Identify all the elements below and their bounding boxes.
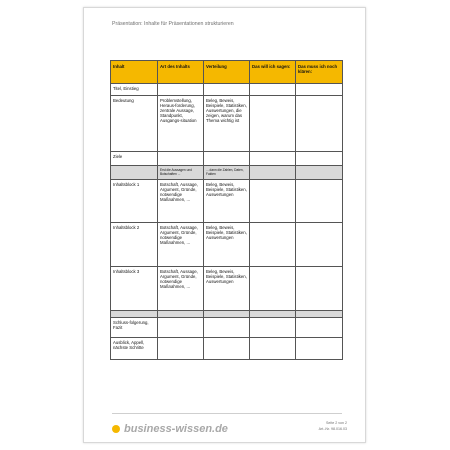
row-verteilung: Beleg, Beweis, Beispiele, Statistiken, Auswertungen xyxy=(204,180,250,223)
table-row xyxy=(111,338,343,360)
row-sagen xyxy=(250,84,296,96)
row-art: Botschaft, Aussage, Argument, Gründe, notwendige Maßnahmen, ... xyxy=(158,180,204,223)
row-label: Ziele xyxy=(111,152,158,166)
row-klaeren xyxy=(296,318,343,338)
row-art xyxy=(158,338,204,360)
row-label: Inhaltsblock 3 xyxy=(111,267,158,311)
table-row xyxy=(111,152,343,166)
row-verteilung: Beleg, Beweis, Beispiele, Statistiken, Auswertungen, die zeigen, warum das Thema wichtig ist xyxy=(204,96,250,152)
row-sagen xyxy=(250,318,296,338)
row-sagen xyxy=(250,223,296,267)
row-art: Botschaft, Aussage, Argument, Gründe, notwendige Maßnahmen, ... xyxy=(158,267,204,311)
row-art xyxy=(158,84,204,96)
row-klaeren xyxy=(296,311,343,318)
row-art xyxy=(158,318,204,338)
article-number: Art.-Nr. 98.016.03 xyxy=(318,427,347,431)
content-structure-table xyxy=(110,60,343,360)
row-klaeren xyxy=(296,166,343,180)
row-sagen xyxy=(250,96,296,152)
document-title: Präsentation: Inhalte für Präsentationen strukturieren xyxy=(112,21,234,27)
row-verteilung xyxy=(204,311,250,318)
row-verteilung: ... dann die Zahlen, Daten, Fakten xyxy=(204,166,250,180)
row-klaeren xyxy=(296,338,343,360)
row-verteilung xyxy=(204,318,250,338)
row-art xyxy=(158,152,204,166)
row-klaeren xyxy=(296,152,343,166)
header-sagen: Das will ich sagen: xyxy=(250,61,296,84)
row-sagen xyxy=(250,267,296,311)
row-sagen xyxy=(250,338,296,360)
row-label: Bedeutung xyxy=(111,96,158,152)
table-row xyxy=(111,84,343,96)
row-verteilung xyxy=(204,338,250,360)
table-row xyxy=(111,318,343,338)
header-verteilung: Verteilung xyxy=(204,61,250,84)
row-art: Problemstellung, Heraus-forderung, zentrale Aussage, Standpunkt, Ausgangs-situation xyxy=(158,96,204,152)
row-label xyxy=(111,166,158,180)
table-row-separator xyxy=(111,311,343,318)
row-art: Erst die Aussagen und Botschaften ... xyxy=(158,166,204,180)
row-verteilung xyxy=(204,152,250,166)
row-sagen xyxy=(250,311,296,318)
table-row xyxy=(111,223,343,267)
header-klaeren: Das muss ich noch klären: xyxy=(296,61,343,84)
row-klaeren xyxy=(296,96,343,152)
row-label xyxy=(111,311,158,318)
row-art: Botschaft, Aussage, Argument, Gründe, notwendige Maßnahmen, ... xyxy=(158,223,204,267)
table-row xyxy=(111,96,343,152)
row-label: Inhaltsblock 2 xyxy=(111,223,158,267)
logo-dot-icon xyxy=(112,425,120,433)
row-klaeren xyxy=(296,223,343,267)
page-number: Seite 2 von 2 xyxy=(326,421,347,425)
row-label: Ausblick, Appell, nächste Schritte xyxy=(111,338,158,360)
row-klaeren xyxy=(296,180,343,223)
row-sagen xyxy=(250,152,296,166)
table-header-row xyxy=(111,61,343,84)
header-art: Art des Inhalts xyxy=(158,61,204,84)
row-art xyxy=(158,311,204,318)
row-sagen xyxy=(250,166,296,180)
row-klaeren xyxy=(296,267,343,311)
row-sagen xyxy=(250,180,296,223)
row-klaeren xyxy=(296,84,343,96)
row-label: Titel, Einstieg xyxy=(111,84,158,96)
header-inhalt: Inhalt xyxy=(111,61,158,84)
footer-divider xyxy=(112,413,342,414)
logo-text: business-wissen.de xyxy=(124,423,228,435)
row-label: Inhaltsblock 1 xyxy=(111,180,158,223)
table-row xyxy=(111,180,343,223)
row-label: Schluss-folgerung, Fazit xyxy=(111,318,158,338)
table-row xyxy=(111,267,343,311)
row-verteilung xyxy=(204,84,250,96)
business-wissen-logo xyxy=(112,423,228,435)
table-row-separator xyxy=(111,166,343,180)
document-page xyxy=(83,7,366,443)
footer-meta xyxy=(319,420,347,432)
row-verteilung: Beleg, Beweis, Beispiele, Statistiken, Auswertungen xyxy=(204,267,250,311)
row-verteilung: Beleg, Beweis, Beispiele, Statistiken, Auswertungen xyxy=(204,223,250,267)
